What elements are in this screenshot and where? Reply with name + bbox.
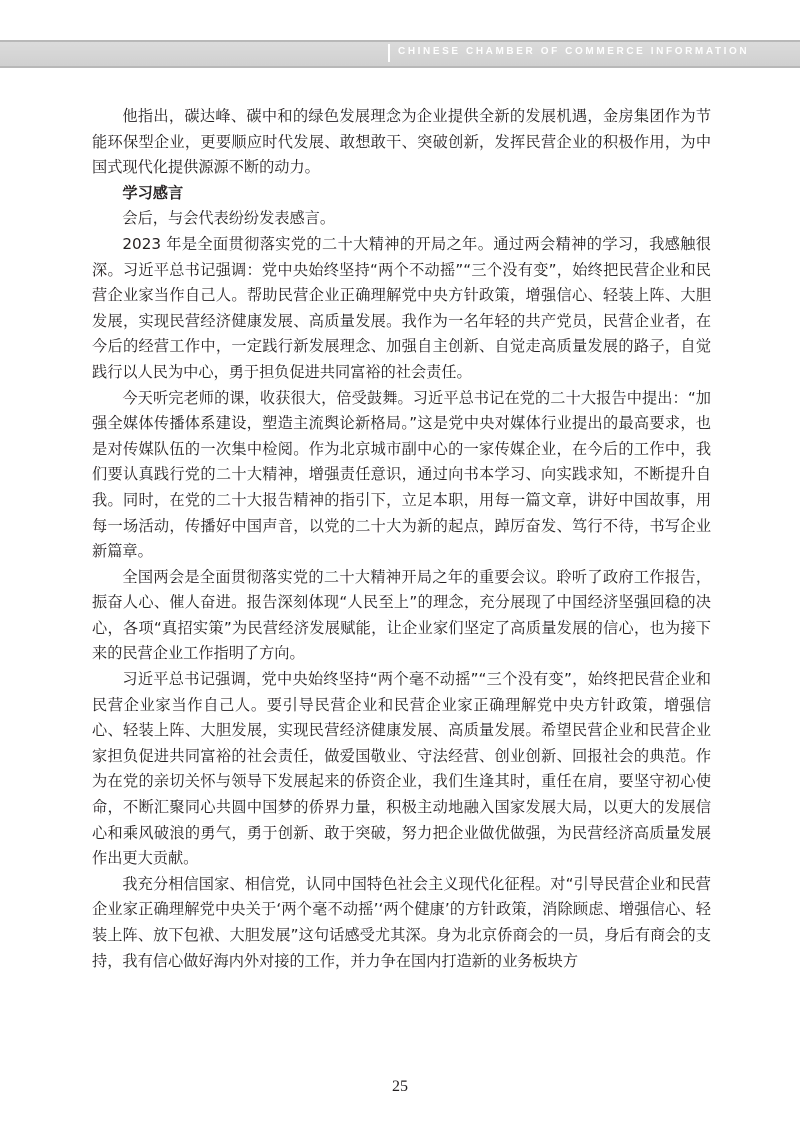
header-rule-top bbox=[0, 40, 800, 42]
paragraph: 他指出，碳达峰、碳中和的绿色发展理念为企业提供全新的发展机遇，金房集团作为节能环保型企业，更要顺应时代发展、敢想敢干、突破创新，发挥民营企业的积极作用，为中国式现代化提供源源不断的动力。 bbox=[92, 107, 711, 177]
section-heading: 学习感言 bbox=[122, 183, 184, 202]
page-number: 25 bbox=[392, 1078, 408, 1095]
paragraph: 今天听完老师的课，收获很大，倍受鼓舞。习近平总书记在党的二十大报告中提出：“加强全媒体传播体系建设，塑造主流舆论新格局。”这是党中央对媒体行业提出的最高要求，也是对传媒队伍的一次集中检阅。作为北京城市副中心的一家传媒企业，在今后的工作中，我们要认真践行党的二十大精神，增强责任意识，通过向书本学习、向实践求知，不断提升自我。同时，在党的二十大报告精神的指引下，立足本职，用每一篇文章，讲好中国故事，用每一场活动，传播好中国声音，以党的二十大为新的起点，踔厉奋发、笃行不待，书写企业新篇章。 bbox=[92, 388, 711, 561]
paragraph: 会后，与会代表纷纷发表感言。 bbox=[122, 209, 336, 228]
header-banner-text: CHINESE CHAMBER OF COMMERCE INFORMATION bbox=[398, 46, 750, 57]
paragraph: 2023 年是全面贯彻落实党的二十大精神的开局之年。通过两会精神的学习，我感触很深。习近平总书记强调：党中央始终坚持“两个不动摇”“三个没有变”，始终把民营企业和民营企业家当作自己人。帮助民营企业正确理解党中央方针政策，增强信心、轻装上阵、大胆发展，实现民营经济健康发展、高质量发展。我作为一名年轻的共产党员，民营企业者，在今后的经营工作中，一定践行新发展理念、加强自主创新、自觉走高质量发展的路子，自觉践行以人民为中心，勇于担负促进共同富裕的社会责任。 bbox=[92, 234, 711, 381]
header-rule-bottom bbox=[0, 66, 800, 68]
paragraph: 习近平总书记强调，党中央始终坚持“两个毫不动摇”“三个没有变”，始终把民营企业和民营企业家当作自己人。要引导民营企业和民营企业家正确理解党中央方针政策，增强信心、轻装上阵、大胆发展，实现民营经济健康发展、高质量发展。希望民营企业和民营企业家担负促进共同富裕的社会责任，做爱国敬业、守法经营、创业创新、回报社会的典范。作为在党的亲切关怀与领导下发展起来的侨资企业，我们生逢其时，重任在肩，要坚守初心使命，不断汇聚同心共圆中国梦的侨界力量，积极主动地融入国家发展大局，以更大的发展信心和乘风破浪的勇气，勇于创新、敢于突破，努力把企业做优做强，为民营经济高质量发展作出更大贡献。 bbox=[92, 670, 711, 868]
paragraph: 我充分相信国家、相信党，认同中国特色社会主义现代化征程。对“引导民营企业和民营企业家正确理解党中央关于‘两个毫不动摇’‘两个健康’的方针政策，消除顾虑、增强信心、轻装上阵、放下包袱、大胆发展”这句话感受尤其深。身为北京侨商会的一员，身后有商会的支持，我有信心做好海内外对接的工作，并力争在国内打造新的业务板块方 bbox=[92, 874, 711, 970]
header-divider-tick bbox=[388, 44, 390, 62]
paragraph: 全国两会是全面贯彻落实党的二十大精神开局之年的重要会议。聆听了政府工作报告，振奋人心、催人奋进。报告深刻体现“人民至上”的理念，充分展现了中国经济坚强回稳的决心，各项“真招实策”为民营经济发展赋能，让企业家们坚定了高质量发展的信心，也为接下来的民营企业工作指明了方向。 bbox=[92, 567, 711, 663]
article-body bbox=[92, 104, 711, 974]
